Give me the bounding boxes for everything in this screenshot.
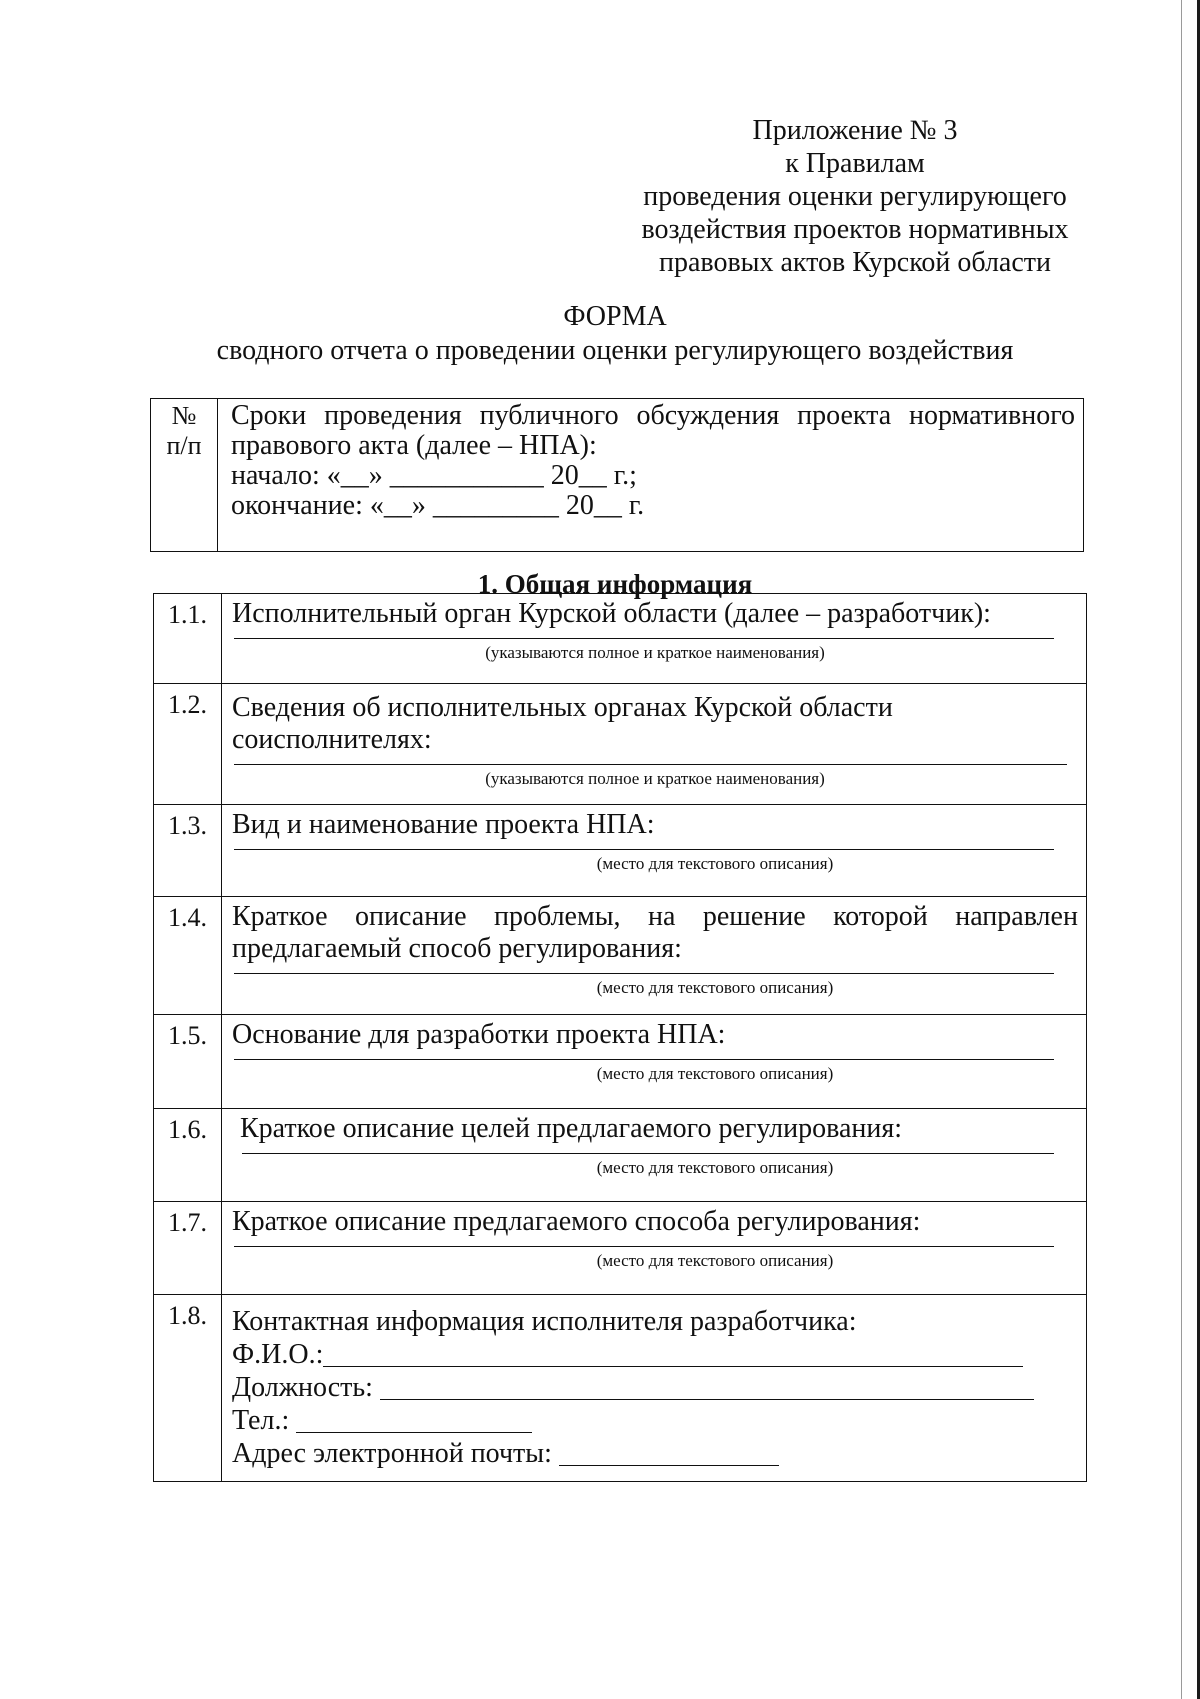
row-label: Основание для разработки проекта НПА: xyxy=(232,1019,726,1050)
row-number: 1.3. xyxy=(154,805,222,896)
answer-line[interactable] xyxy=(234,756,1067,765)
word: проведения xyxy=(324,400,462,431)
number-sign: № xyxy=(171,401,197,430)
terms-end-field[interactable]: окончание: «__» _________ 20__ г. xyxy=(231,490,645,521)
word: на xyxy=(647,901,676,932)
row-label-justified xyxy=(232,901,1078,933)
row-label: Краткое описание целей предлагаемого регулирования: xyxy=(240,1113,903,1144)
row-label: Краткое описание предлагаемого способа регулирования: xyxy=(232,1206,921,1237)
position-label: Должность: xyxy=(232,1372,373,1403)
email-blank[interactable] xyxy=(559,1441,779,1466)
form-subtitle: сводного отчета о проведении оценки регулирующего воздействия xyxy=(216,335,1014,366)
row-hint: (указываются полное и краткое наименования) xyxy=(485,769,825,788)
word: Краткое xyxy=(232,901,328,932)
row-number: 1.6. xyxy=(154,1109,222,1201)
word: Сроки xyxy=(231,400,307,431)
answer-line[interactable] xyxy=(234,841,1054,850)
word: решение xyxy=(702,901,806,932)
table-row xyxy=(153,1108,1087,1201)
row-label: Сведения об исполнительных органах Курской области xyxy=(232,692,893,723)
row-number: 1.7. xyxy=(154,1202,222,1294)
row-body xyxy=(232,692,1078,790)
appendix-line3: проведения оценки регулирующего xyxy=(643,181,1067,212)
appendix-number: Приложение № 3 xyxy=(752,115,958,146)
row-number: 1.2. xyxy=(154,684,222,804)
fio-label: Ф.И.О.: xyxy=(232,1339,324,1370)
appendix-block xyxy=(560,114,1150,279)
row-hint: (место для текстового описания) xyxy=(596,854,834,873)
scan-edge-line xyxy=(1181,0,1182,1699)
row-body xyxy=(232,598,1078,664)
answer-line[interactable] xyxy=(234,965,1054,974)
table-row xyxy=(153,896,1087,1014)
answer-line[interactable] xyxy=(234,1051,1054,1060)
section-heading: 1. Общая информация xyxy=(477,569,753,599)
row-number: 1.5. xyxy=(154,1015,222,1108)
form-title: ФОРМА xyxy=(563,301,667,332)
appendix-line4: воздействия проектов нормативных xyxy=(641,214,1069,245)
row-body xyxy=(232,1206,1078,1272)
terms-start-field[interactable]: начало: «__» ___________ 20__ г.; xyxy=(231,460,637,491)
row-label: Контактная информация исполнителя разработчика: xyxy=(232,1306,857,1337)
phone-label: Тел.: xyxy=(232,1405,290,1436)
general-info-table xyxy=(153,593,1087,1490)
item-abbrev: п/п xyxy=(166,431,202,460)
row-hint: (указываются полное и краткое наименования) xyxy=(485,643,825,662)
terms-table xyxy=(150,398,1084,552)
fio-blank[interactable] xyxy=(323,1342,1023,1367)
row-number: 1.4. xyxy=(154,897,222,1014)
table-row xyxy=(153,1201,1087,1294)
row-hint: (место для текстового описания) xyxy=(596,1251,834,1270)
word: нормативного xyxy=(908,400,1075,431)
fio-field[interactable] xyxy=(232,1338,1078,1371)
row-body xyxy=(232,1019,1078,1085)
row-hint: (место для текстового описания) xyxy=(596,978,834,997)
word: обсуждения xyxy=(636,400,780,431)
row-hint: (место для текстового описания) xyxy=(596,1064,834,1083)
row-number: 1.1. xyxy=(154,594,222,683)
row-label: Исполнительный орган Курской области (далее – разработчик): xyxy=(232,598,991,629)
terms-line-1 xyxy=(231,401,1075,431)
row-body xyxy=(240,1113,1086,1179)
word: которой xyxy=(833,901,928,932)
row-number: 1.8. xyxy=(154,1295,222,1481)
table-row xyxy=(153,1294,1087,1482)
answer-line[interactable] xyxy=(234,1238,1054,1247)
terms-content xyxy=(231,401,1075,521)
row-body xyxy=(232,1305,1078,1470)
word: описание xyxy=(355,901,467,932)
table-row xyxy=(153,593,1087,683)
phone-field[interactable] xyxy=(232,1404,1078,1437)
position-blank[interactable] xyxy=(380,1375,1034,1400)
word: направлен xyxy=(955,901,1078,932)
row-hint: (место для текстового описания) xyxy=(596,1158,834,1177)
row-body xyxy=(232,809,1078,875)
word: публичного xyxy=(479,400,619,431)
appendix-rules: к Правилам xyxy=(785,148,925,179)
table-row xyxy=(153,1014,1087,1108)
word: проекта xyxy=(797,400,892,431)
answer-line[interactable] xyxy=(242,1145,1054,1154)
row-label-continued: соисполнителях: xyxy=(232,724,432,755)
answer-line[interactable] xyxy=(234,630,1054,639)
position-field[interactable] xyxy=(232,1371,1078,1404)
row-label: Вид и наименование проекта НПА: xyxy=(232,809,655,840)
phone-blank[interactable] xyxy=(296,1408,532,1433)
email-field[interactable] xyxy=(232,1437,1078,1470)
row-body xyxy=(232,901,1078,999)
email-label: Адрес электронной почты: xyxy=(232,1438,552,1469)
table-row xyxy=(153,804,1087,896)
row-label-continued: предлагаемый способ регулирования: xyxy=(232,933,682,964)
number-column-header xyxy=(151,399,218,551)
terms-line-2: правового акта (далее – НПА): xyxy=(231,430,597,461)
table-row xyxy=(153,683,1087,804)
word: проблемы, xyxy=(494,901,621,932)
appendix-line5: правовых актов Курской области xyxy=(659,247,1051,278)
